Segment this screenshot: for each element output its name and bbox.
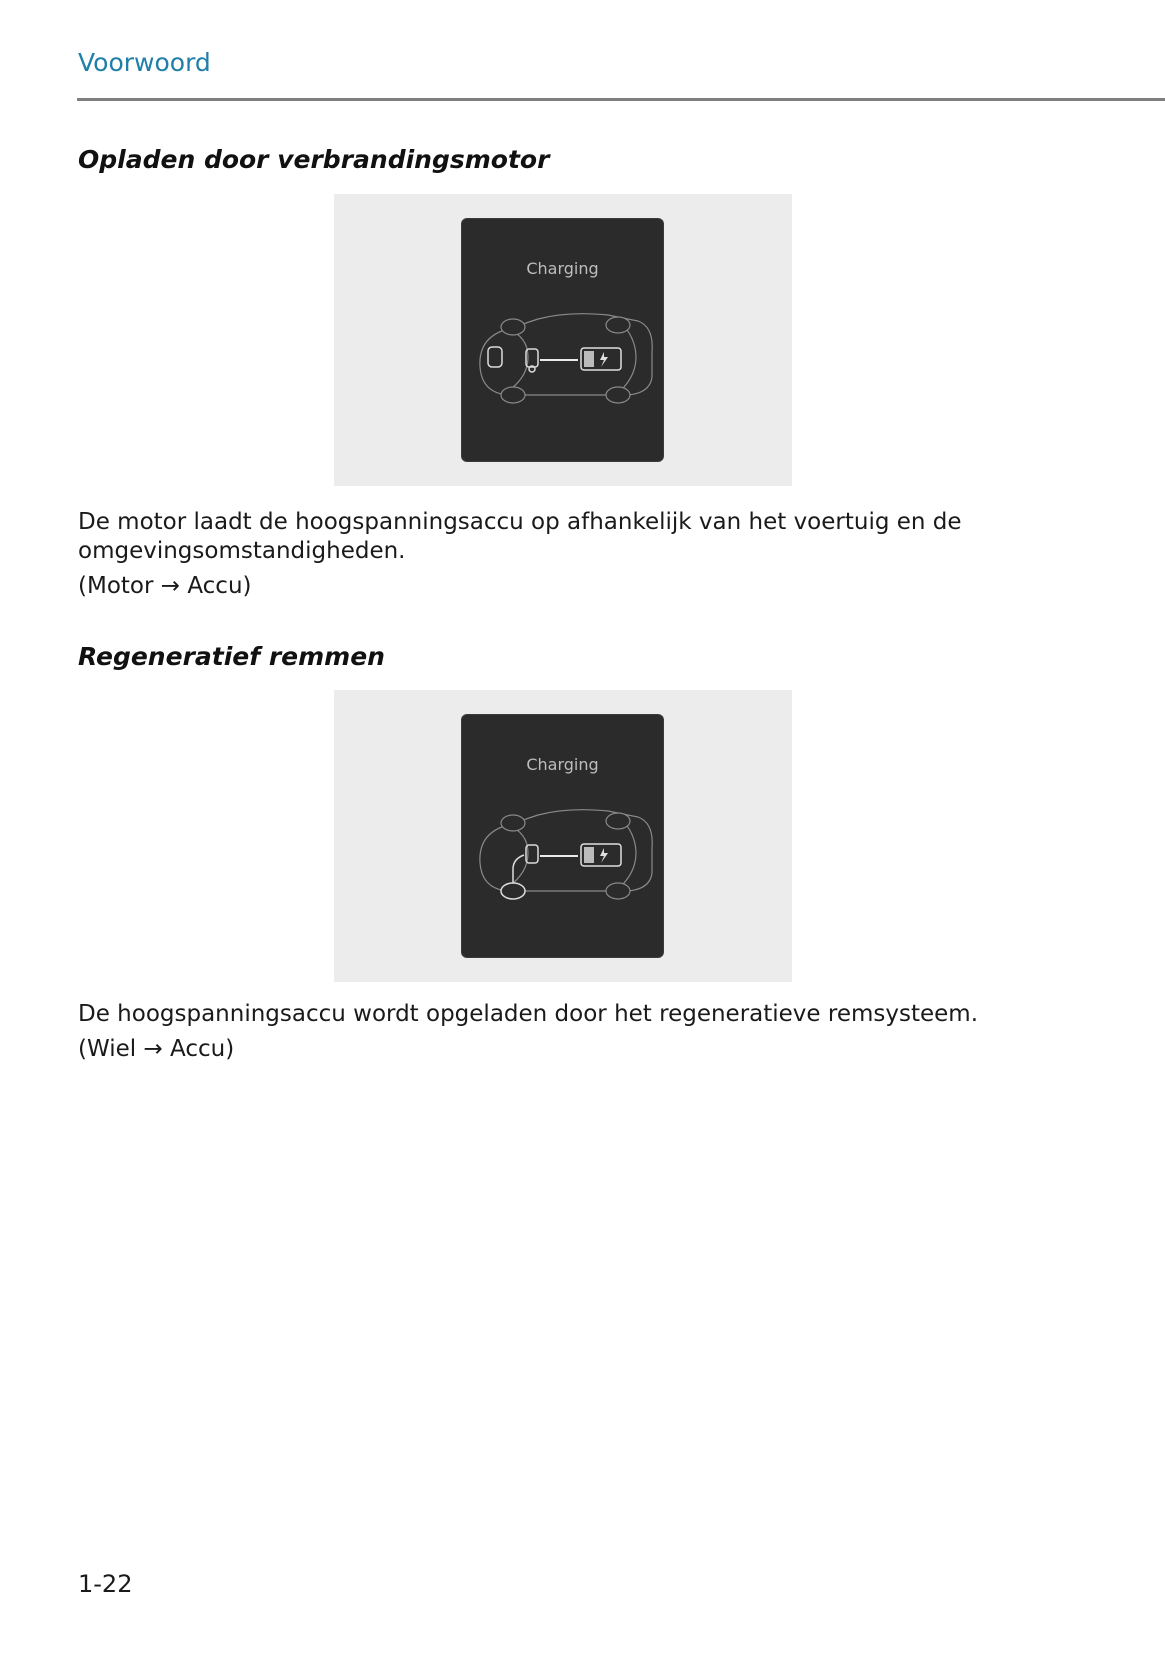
- section-title: Voorwoord: [78, 48, 211, 77]
- section-heading-regenerative-braking: Regeneratief remmen: [78, 642, 385, 671]
- display-screen: [462, 219, 663, 461]
- page-number: 1-22: [78, 1570, 133, 1598]
- car-energy-flow-diagram: [468, 803, 658, 903]
- screen-label: Charging: [526, 259, 599, 278]
- screen-label: Charging: [526, 755, 599, 774]
- flow-text: (Motor → Accu): [78, 573, 252, 599]
- body-text: De hoogspanningsaccu wordt opgeladen door het regeneratieve remsysteem.: [78, 1001, 978, 1027]
- figure-regenerative-braking: [334, 690, 792, 982]
- flow-text: (Wiel → Accu): [78, 1036, 235, 1062]
- section-heading-engine-charging: Opladen door verbrandingsmotor: [78, 145, 550, 174]
- body-text: De motor laadt de hoogspanningsaccu op afhankelijk van het voertuig en de omgevingsomstandigheden.: [78, 509, 962, 564]
- display-screen: [462, 715, 663, 957]
- figure-engine-charging: [334, 194, 792, 486]
- header-divider: [77, 98, 1165, 101]
- car-energy-flow-diagram: [468, 307, 658, 407]
